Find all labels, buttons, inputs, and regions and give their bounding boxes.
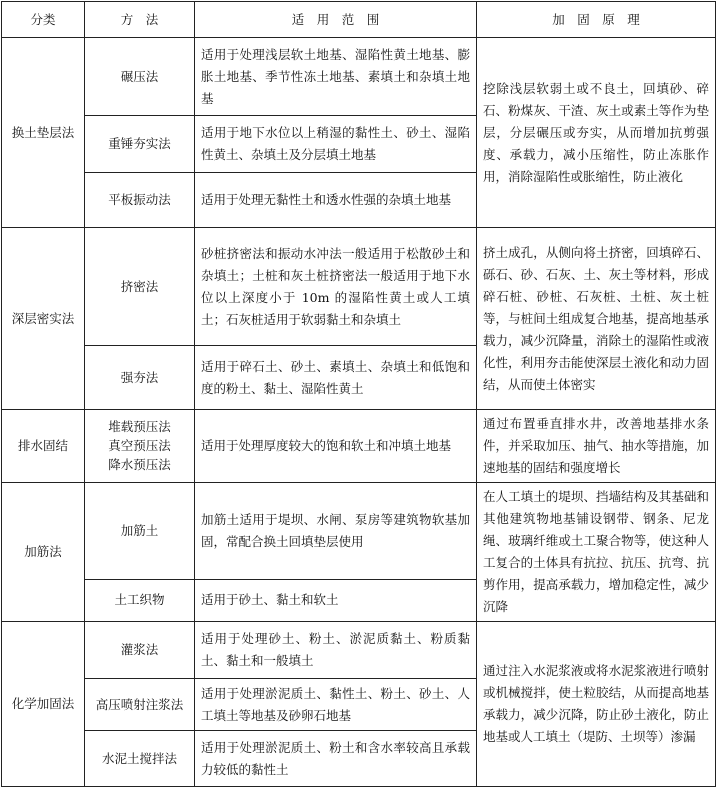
principle-cell: 通过布置垂直排水井，改善地基排水条件，并采取加压、抽气、抽水等措施，加速地基的固结和强度增长 <box>477 410 716 483</box>
scope-cell: 适用于处理淤泥质土、黏性土、粉土、砂土、人工填土等地基及砂卵石地基 <box>195 679 477 731</box>
method-cell: 加筋土 <box>85 483 195 580</box>
principle-cell: 挖除浅层软弱土或不良土，回填砂、碎石、粉煤灰、干渣、灰土或素土等作为垫层，分层碾压或夯实，从而增加抗剪强度、承载力，减小压缩性，防止冻胀作用，消除湿陷性或胀缩性，防止液化 <box>477 38 716 228</box>
table-row <box>2 483 716 580</box>
header-principle: 加 固 原 理 <box>477 2 716 38</box>
method-cell: 土工织物 <box>85 579 195 621</box>
method-line: 堆载预压法 <box>108 419 171 434</box>
header-scope: 适 用 范 围 <box>195 2 477 38</box>
scope-cell: 适用于处理厚度较大的饱和软土和冲填土地基 <box>195 410 477 483</box>
method-cell: 灌浆法 <box>85 622 195 679</box>
principle-cell: 通过注入水泥浆液或将水泥浆液进行喷射或机械搅拌，使土粒胶结，从而提高地基承载力，减少沉降，防止砂土液化，防止地基或人工填土（堤防、土坝等）渗漏 <box>477 622 716 787</box>
scope-cell: 适用于处理砂土、粉土、淤泥质黏土、粉质黏土、黏土和一般填土 <box>195 622 477 679</box>
header-method: 方 法 <box>85 2 195 38</box>
method-cell: 挤密法 <box>85 228 195 346</box>
scope-cell: 适用于处理浅层软土地基、湿陷性黄土地基、膨胀土地基、季节性冻土地基、素填土和杂填土地基 <box>195 38 477 116</box>
table-row <box>2 410 716 483</box>
header-row <box>2 2 716 38</box>
table-row <box>2 228 716 346</box>
scope-cell: 适用于处理无黏性土和透水性强的杂填土地基 <box>195 173 477 228</box>
scope-cell: 适用于处理淤泥质土、粉土和含水率较高且承载力较低的黏性土 <box>195 731 477 787</box>
category-cell: 加筋法 <box>2 483 85 622</box>
method-cell: 碾压法 <box>85 38 195 116</box>
table-row <box>2 622 716 679</box>
category-cell: 换土垫层法 <box>2 38 85 228</box>
scope-cell: 适用于碎石土、砂土、素填土、杂填土和低饱和度的粉土、黏土、湿陷性黄土 <box>195 346 477 410</box>
method-cell: 高压喷射注浆法 <box>85 679 195 731</box>
method-cell: 重锤夯实法 <box>85 116 195 173</box>
ground-treatment-table <box>1 1 716 787</box>
method-cell: 水泥土搅拌法 <box>85 731 195 787</box>
method-line: 降水预压法 <box>108 457 171 472</box>
scope-cell: 砂桩挤密法和振动水冲法一般适用于松散砂土和杂填土；土桩和灰土桩挤密法一般适用于地下水位以上深度小于 10m 的湿陷性黄土或人工填土；石灰桩适用于软弱黏土和杂填土 <box>195 228 477 346</box>
method-cell <box>85 410 195 483</box>
method-cell: 平板振动法 <box>85 173 195 228</box>
method-cell: 强夯法 <box>85 346 195 410</box>
category-cell: 排水固结 <box>2 410 85 483</box>
category-cell: 深层密实法 <box>2 228 85 410</box>
principle-cell: 在人工填土的堤坝、挡墙结构及其基础和其他建筑物地基铺设钢带、钢条、尼龙绳、玻璃纤维或土工聚合物等，使这种人工复合的土体具有抗拉、抗压、抗弯、抗剪作用，提高承载力，增加稳定性，减少沉降 <box>477 483 716 622</box>
table-row <box>2 38 716 116</box>
scope-cell: 适用于砂土、黏土和软土 <box>195 579 477 621</box>
principle-cell: 挤土成孔，从侧向将土挤密，回填碎石、砾石、砂、石灰、土、灰土等材料，形成碎石桩、砂桩、石灰桩、土桩、灰土桩等，与桩间土组成复合地基，提高地基承载力，减少沉降量，消除土的湿陷性或液化性，利用夯击能使深层土液化和动力固结，从而使土体密实 <box>477 228 716 410</box>
scope-cell: 适用于地下水位以上稍湿的黏性土、砂土、湿陷性黄土、杂填土及分层填土地基 <box>195 116 477 173</box>
category-cell: 化学加固法 <box>2 622 85 787</box>
header-category: 分类 <box>2 2 85 38</box>
method-line: 真空预压法 <box>108 438 171 453</box>
scope-cell: 加筋土适用于堤坝、水闸、泵房等建筑物软基加固，常配合换土回填垫层使用 <box>195 483 477 580</box>
